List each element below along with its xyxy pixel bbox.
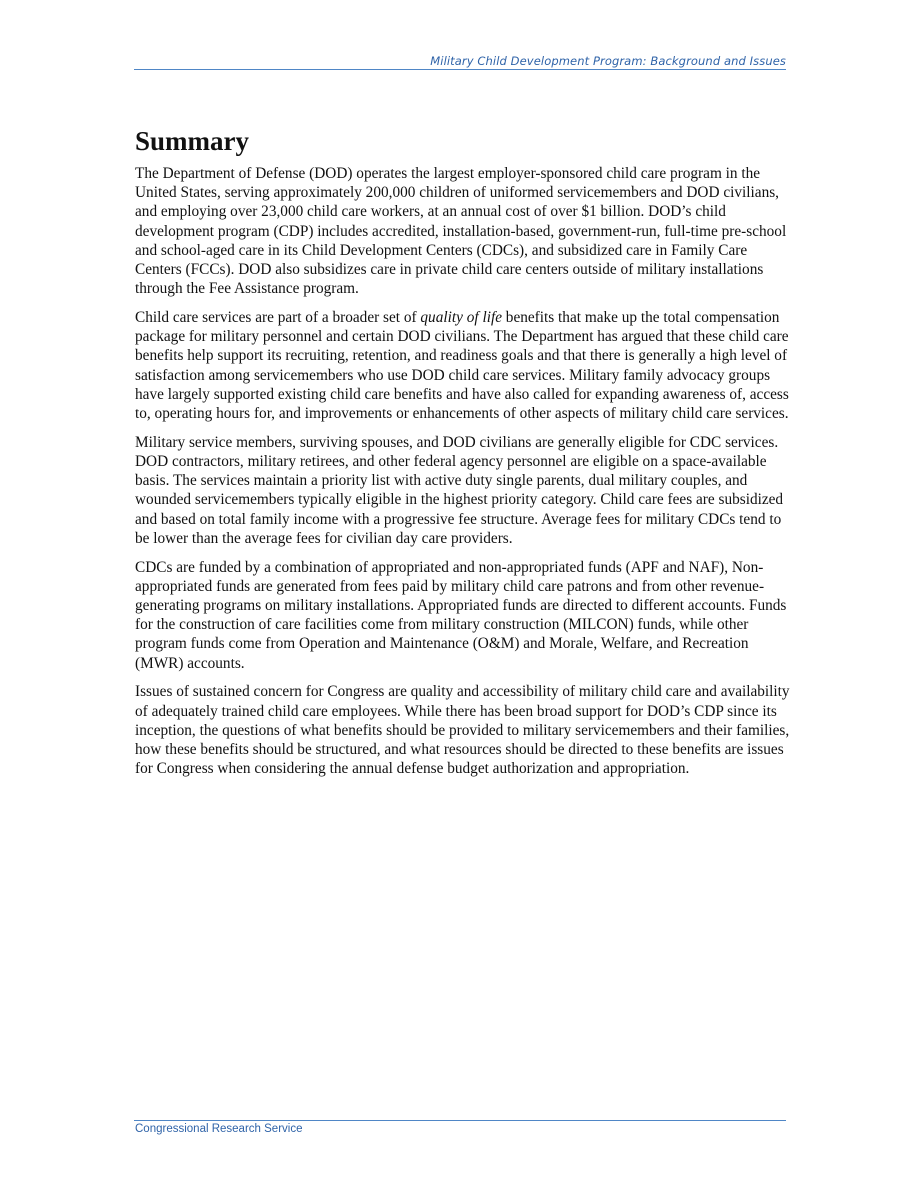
paragraph-quality-of-life bbox=[135, 308, 790, 423]
paragraph-text: benefits that make up the total compensation package for military personnel and certain DOD civilians. The Department has argued that these child care benefits help support its recruiting, retention, and readiness goals and that there is generally a high level of satisfaction among servicemembers who use DOD child care services. Military family advocacy groups have largely supported existing child care benefits and have also called for expanding awareness of, access to, operating hours for, and improvements or enhancements of other aspects of military child care services. bbox=[135, 309, 789, 423]
section-title: Summary bbox=[135, 126, 249, 156]
running-header-title: Military Child Development Program: Background and Issues bbox=[430, 54, 786, 68]
paragraph-overview: The Department of Defense (DOD) operates the largest employer-sponsored child care program in the United States, serving approximately 200,000 children of uniformed servicemembers and DOD civilians, and employing over 23,000 child care workers, at an annual cost of over $1 billion. DOD’s child development program (CDP) includes accredited, installation-based, government-run, full-time pre-school and school-aged care in its Child Development Centers (CDCs), and subsidized care in Family Care Centers (FCCs). DOD also subsidizes care in private child care centers outside of military installations through the Fee Assistance program. bbox=[135, 165, 787, 298]
paragraph-eligibility: Military service members, surviving spouses, and DOD civilians are generally eligible for CDC services. DOD contractors, military retirees, and other federal agency personnel are eligible on a space-available basis. The services maintain a priority list with active duty single parents, dual military couples, and wounded servicemembers typically eligible in the highest priority category. Child care fees are subsidized and based on total family income with a progressive fee structure. Average fees for military CDCs tend to be lower than the average fees for civilian day care providers. bbox=[135, 433, 784, 547]
document-body bbox=[135, 124, 790, 788]
footer-publisher: Congressional Research Service bbox=[135, 1123, 303, 1135]
emphasis-quality-of-life: quality of life bbox=[420, 309, 502, 327]
paragraph-text: Child care services are part of a broader set of bbox=[135, 309, 421, 327]
paragraph-funding: CDCs are funded by a combination of appropriated and non-appropriated funds (APF and NAF), Non-appropriated funds are generated from fees paid by military child care patrons and from other revenue-generating programs on military installations. Appropriated funds are directed to different accounts. Funds for the construction of care facilities come from military construction (MILCON) funds, while other program funds come from Operation and Maintenance (O&M) and Morale, Welfare, and Recreation (MWR) accounts. bbox=[135, 558, 787, 672]
footer-rule bbox=[134, 1120, 786, 1121]
paragraph-congress-issues: Issues of sustained concern for Congress are quality and accessibility of military child care and availability of adequately trained child care employees. While there has been broad support for DOD’s CDP since its inception, the questions of what benefits should be provided to military servicemembers and their families, how these benefits should be structured, and what resources should be directed to these benefits are issues for Congress when considering the annual defense budget authorization and appropriation. bbox=[135, 683, 790, 778]
header-rule bbox=[134, 69, 786, 70]
